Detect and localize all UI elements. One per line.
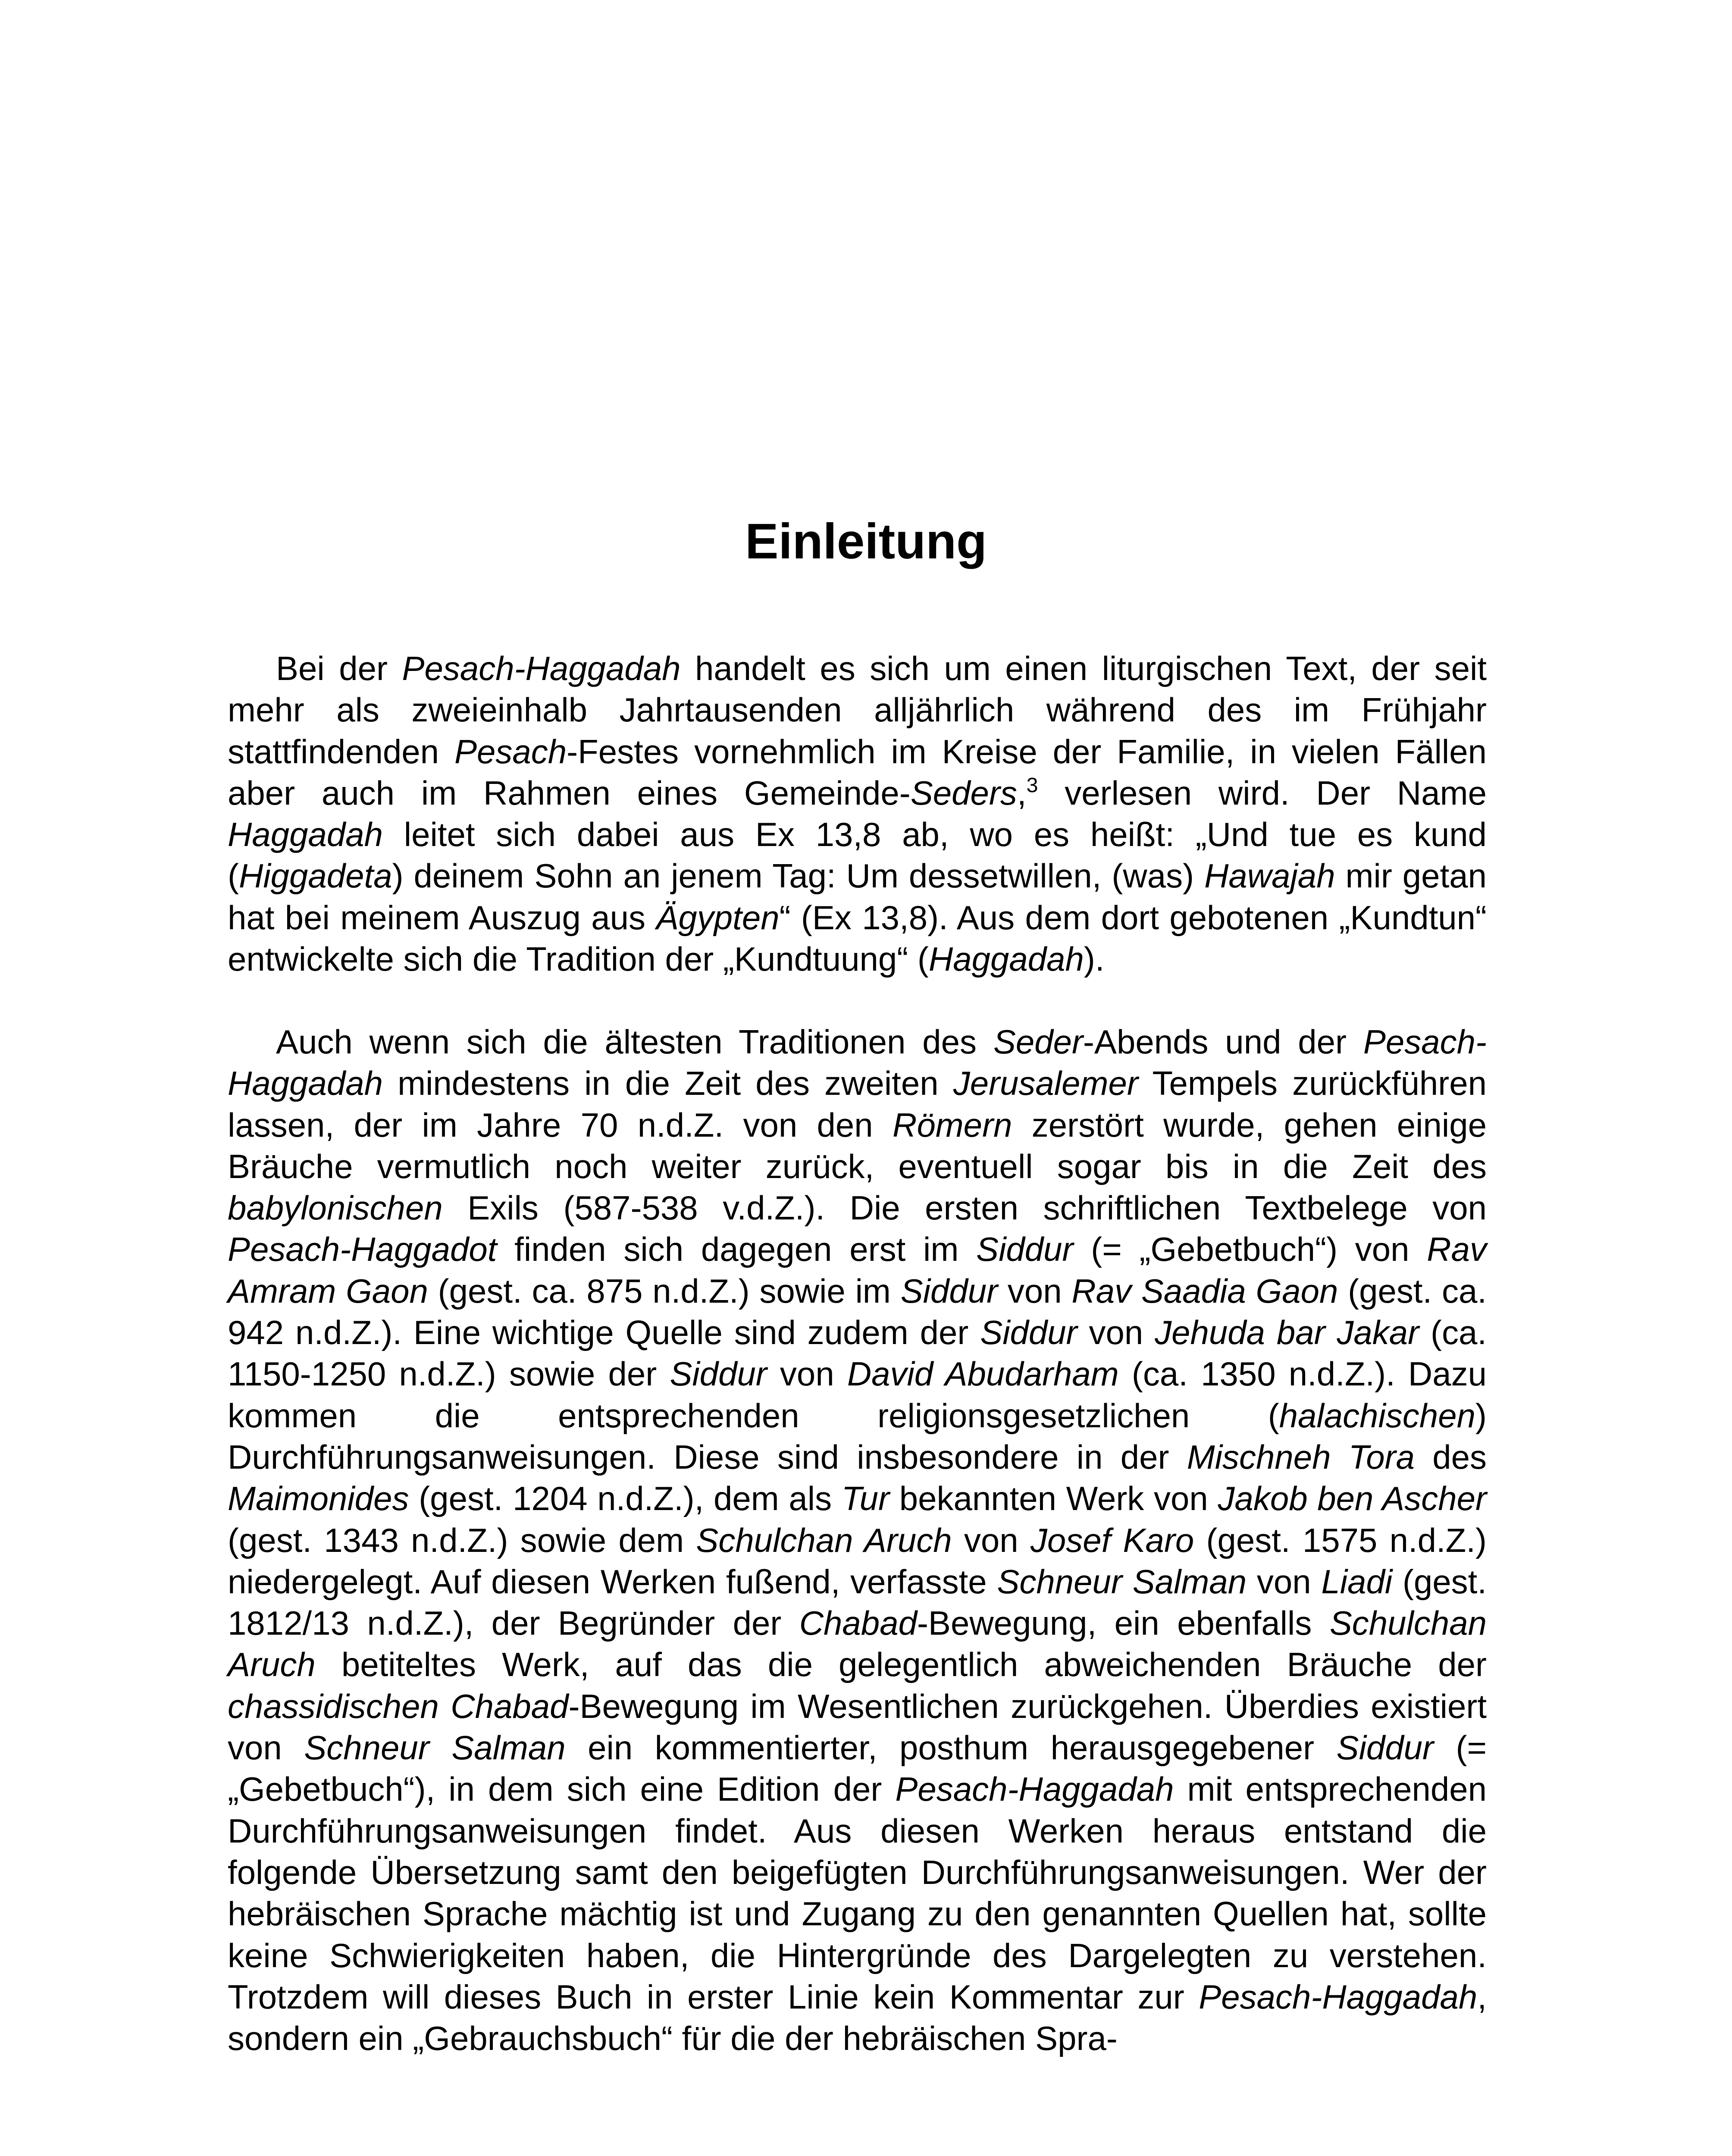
italic-term: Siddur xyxy=(900,1272,998,1310)
italic-term: Jehuda bar Jakar xyxy=(1155,1313,1419,1352)
body-paragraph-1 xyxy=(228,648,1487,980)
italic-term: Rav Saadia Gaon xyxy=(1071,1272,1338,1310)
italic-term: Pesach-Haggadah xyxy=(895,1770,1174,1808)
italic-term: Seder xyxy=(993,1023,1083,1061)
italic-term: Josef Karo xyxy=(1030,1521,1194,1559)
body-paragraph-2 xyxy=(228,1021,1487,2059)
italic-term: Siddur xyxy=(976,1230,1074,1269)
italic-term: Seders xyxy=(910,774,1017,812)
italic-term: Schulchan Aruch xyxy=(696,1521,952,1559)
italic-term: Jerusalemer xyxy=(953,1064,1138,1103)
italic-term: Schneur Salman xyxy=(997,1562,1247,1601)
chapter-heading: Einleitung xyxy=(745,513,987,569)
italic-term: Higgadeta xyxy=(238,857,392,895)
italic-term: Römern xyxy=(893,1106,1012,1144)
italic-term: Siddur xyxy=(1336,1729,1434,1767)
italic-term: Haggadah xyxy=(228,815,383,854)
italic-term: Pesach-Haggadot xyxy=(228,1230,497,1269)
italic-term: Pesach xyxy=(454,732,567,771)
italic-term: Chabad xyxy=(799,1604,917,1642)
italic-term: Rav Amram Gaon xyxy=(228,1230,1487,1310)
italic-term: Tur xyxy=(841,1479,890,1518)
italic-term: babylonischen xyxy=(228,1189,443,1227)
italic-term: Schneur Salman xyxy=(304,1729,566,1767)
italic-term: Ägypten xyxy=(656,898,780,937)
italic-term: David Abudarham xyxy=(847,1355,1119,1393)
italic-term: chassidischen Chabad xyxy=(228,1687,569,1725)
italic-term: Pesach-Haggadah xyxy=(228,1023,1487,1103)
paragraph-text: Auch wenn sich die ältesten Traditionen des Seder-Abends und der Pesach-Haggadah mindestens in die Zeit des zweiten Jerusalemer Tempels zurückführen lassen, der im Jahre 70 n.d.Z. von den Römern zerstört wurde, gehen einige Bräuche vermutlich noch weiter zurück, eventuell sogar bis in die Zeit des babylonischen Exils (587-538 v.d.Z.). Die ersten schriftlichen Textbelege von Pesach-Haggadot finden sich dagegen erst im Siddur (= „Gebetbuch“) von Rav Amram Gaon (gest. ca. 875 n.d.Z.) sowie im Siddur von Rav Saadia Gaon (gest. ca. 942 n.d.Z.). Eine wichtige Quelle sind zudem der Siddur von Jehuda bar Jakar (ca. 1150-1250 n.d.Z.) sowie der Siddur von David Abudarham (ca. 1350 n.d.Z.). Dazu kommen die entsprechenden religionsgesetzlichen (halachischen) Durchführungsanweisungen. Diese sind insbesondere in der Mischneh Tora des Maimonides (gest. 1204 n.d.Z.), dem als Tur bekannten Werk von Jakob ben Ascher (gest. 1343 n.d.Z.) sowie dem Schulchan Aruch von Josef Karo (gest. 1575 n.d.Z.) niedergelegt. Auf diesen Werken fußend, verfasste Schneur Salman von Liadi (gest. 1812/13 n.d.Z.), der Begründer der Chabad-Bewegung, ein ebenfalls Schulchan Aruch betiteltes Werk, auf das die gelegentlich abweichenden Bräuche der chassidischen Chabad-Bewegung im Wesentlichen zurückgehen. Überdies existiert von Schneur Salman ein kommentierter, posthum herausgegebener Siddur (= „Gebetbuch“), in dem sich eine Edition der Pesach-Haggadah mit entsprechenden Durchführungsanweisungen findet. Aus diesen Werken heraus entstand die folgende Übersetzung samt den beigefügten Durchführungsanweisungen. Wer der hebräischen Sprache mächtig ist und Zugang zu den genannten Quellen hat, sollte keine Schwierigkeiten haben, die Hintergründe des Dargelegten zu verstehen. Trotzdem will dieses Buch in erster Linie kein Kommentar zur Pesach-Haggadah, sondern ein „Gebrauchsbuch“ für die der hebräischen Spra- xyxy=(228,1023,1487,2058)
italic-term: Maimonides xyxy=(228,1479,409,1518)
italic-term: Jakob ben Ascher xyxy=(1218,1479,1487,1518)
italic-term: Siddur xyxy=(670,1355,767,1393)
italic-term: Schulchan Aruch xyxy=(228,1604,1487,1684)
italic-term: Pesach-Haggadah xyxy=(1199,1977,1478,2016)
italic-term: Haggadah xyxy=(928,940,1084,978)
italic-term: Hawajah xyxy=(1204,857,1335,895)
italic-term: Liadi xyxy=(1321,1562,1393,1601)
italic-term: Pesach-Haggadah xyxy=(402,649,681,687)
footnote-reference: 3 xyxy=(1026,773,1038,797)
paragraph-text: Bei der Pesach-Haggadah handelt es sich um einen liturgischen Text, der seit mehr als zweieinhalb Jahrtausenden alljährlich während des im Frühjahr stattfindenden Pesach-Festes vornehmlich im Kreise der Familie, in vielen Fällen aber auch im Rahmen eines Gemeinde-Seders,$^3$ verlesen wird. Der Name Haggadah leitet sich dabei aus Ex 13,8 ab, wo es heißt: „Und tue es kund (Higgadeta) deinem Sohn an jenem Tag: Um dessetwillen, (was) Hawajah mir getan hat bei meinem Auszug aus Ägypten“ (Ex 13,8). Aus dem dort gebotenen „Kundtun“ entwickelte sich die Tradition der „Kundtuung“ (Haggadah). xyxy=(228,649,1487,978)
italic-term: Siddur xyxy=(980,1313,1077,1352)
italic-term: Mischneh Tora xyxy=(1187,1438,1415,1476)
italic-term: halachischen xyxy=(1279,1396,1476,1435)
